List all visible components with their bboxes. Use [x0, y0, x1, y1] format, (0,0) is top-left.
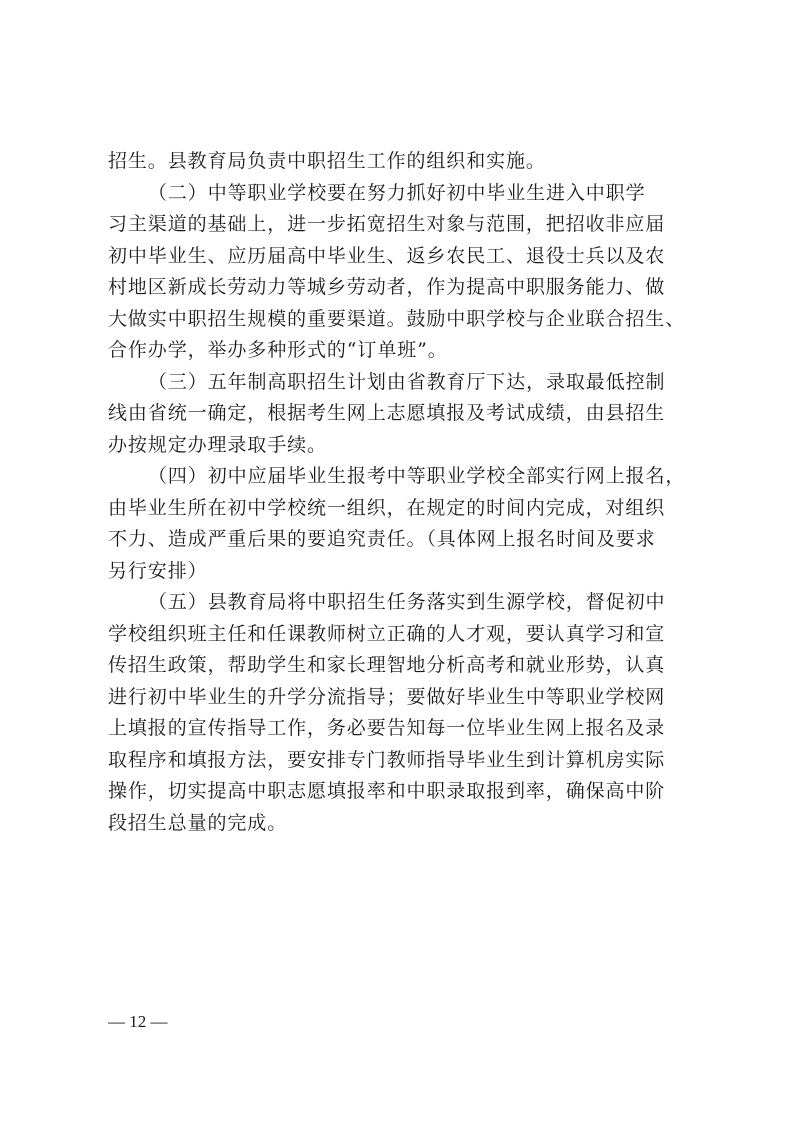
- text-line: 段招生总量的完成。: [108, 811, 288, 834]
- text-line: 初中毕业生、应历届高中毕业生、返乡农民工、退役士兵以及农: [108, 244, 666, 267]
- text-line: （五）县教育局将中职招生任务落实到生源学校，督促初中: [148, 591, 666, 613]
- text-line: 村地区新成长劳动力等城乡劳动者，作为提高中职服务能力、做: [108, 276, 666, 298]
- text-line: （二）中等职业学校要在努力抓好初中毕业生进入中职学: [148, 181, 646, 204]
- text-line: 传招生政策，帮助学生和家长理智地分析高考和就业形势，认真: [108, 654, 666, 676]
- text-line: 招生。县教育局负责中职招生工作的组织和实施。: [108, 150, 546, 172]
- text-line: 由毕业生所在初中学校统一组织，在规定的时间内完成，对组织: [108, 496, 666, 519]
- body-text: [108, 146, 688, 839]
- page-number: — 12 —: [108, 1012, 168, 1031]
- text-line: 线由省统一确定，根据考生网上志愿填报及考试成绩，由县招生: [108, 402, 666, 424]
- text-line: （四）初中应届毕业生报考中等职业学校全部实行网上报名，: [148, 465, 686, 487]
- text-line: 习主渠道的基础上，进一步拓宽招生对象与范围，把招收非应届: [108, 213, 666, 235]
- text-line: （三）五年制高职招生计划由省教育厅下达，录取最低控制: [148, 370, 666, 393]
- text-line: 办按规定办理录取手续。: [108, 433, 327, 456]
- text-line: 上填报的宣传指导工作，务必要告知每一位毕业生网上报名及录: [108, 717, 666, 739]
- text-line: 大做实中职招生规模的重要渠道。鼓励中职学校与企业联合招生、: [108, 307, 686, 330]
- text-line: 取程序和填报方法，要安排专门教师指导毕业生到计算机房实际: [108, 748, 666, 771]
- text-line: 另行安排）: [108, 559, 208, 582]
- text-line: 学校组织班主任和任课教师树立正确的人才观，要认真学习和宣: [108, 622, 666, 645]
- text-line: 不力、造成严重后果的要追究责任。（具体网上报名时间及要求: [108, 528, 656, 550]
- text-line: 合作办学，举办多种形式的“订单班”。: [108, 339, 448, 361]
- text-line: 进行初中毕业生的升学分流指导；要做好毕业生中等职业学校网: [108, 685, 666, 708]
- text-line: 操作，切实提高中职志愿填报率和中职录取报到率，确保高中阶: [108, 780, 666, 802]
